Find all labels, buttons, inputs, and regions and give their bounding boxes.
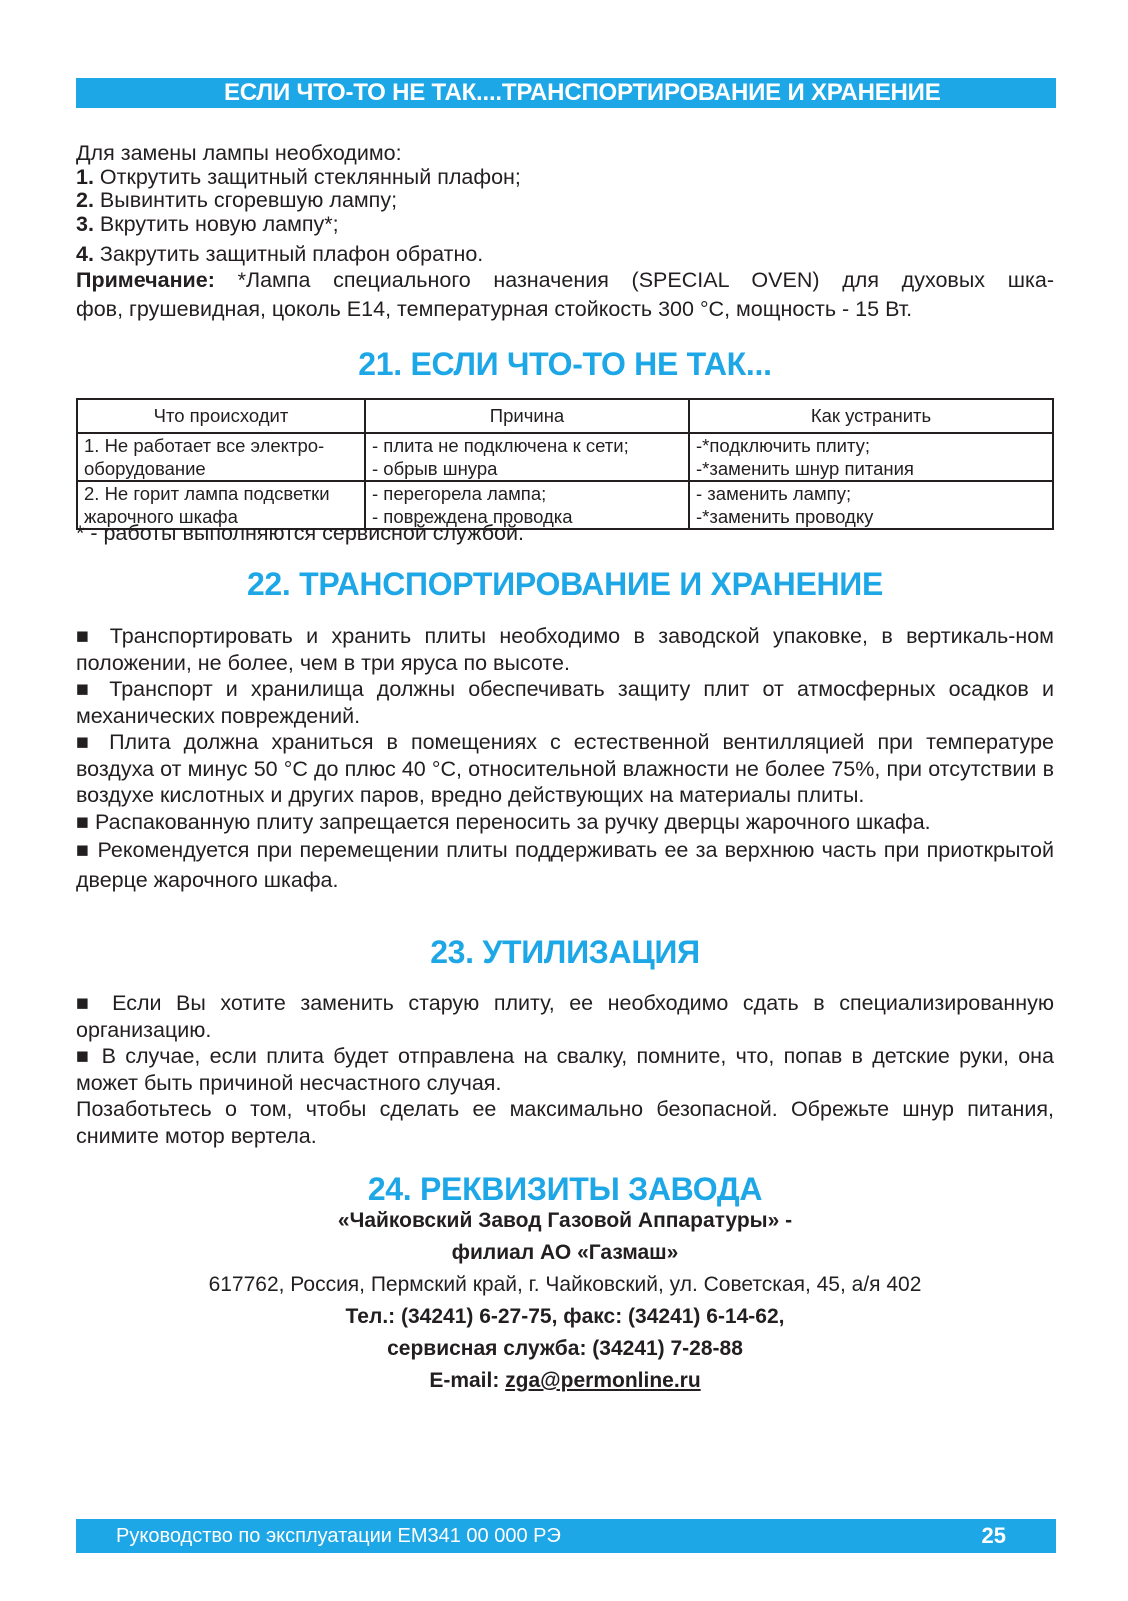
phone: Тел.: (34241) 6-27-75, факс: (34241) 6-14-62, (345, 1305, 785, 1328)
list-item: ■ Если Вы хотите заменить старую плиту, ее необходимо сдать в специализированную организацию. (76, 991, 1054, 1042)
table-cell-problem: 1. Не работает все электро- оборудование (77, 433, 365, 481)
lamp-step: 3. Вкрутить новую лампу*; (76, 211, 339, 236)
table-cell-cause: - перегорела лампа; - повреждена проводка (365, 481, 689, 529)
lamp-step: 2. Вывинтить сгоревшую лампу; (76, 188, 398, 212)
list-item: ■ Распакованную плиту запрещается переносить за ручку дверцы жарочного шкафа. (76, 809, 931, 834)
lamp-note-cont: фов, грушевидная, цоколь Е14, температурная стойкость 300 °С, мощность - 15 Вт. (76, 297, 913, 321)
section-22-title: 22. ТРАНСПОРТИРОВАНИЕ И ХРАНЕНИЕ (246, 566, 884, 602)
manual-title: Руководство по эксплуатации ЕМ341 00 000 РЭ (116, 1525, 561, 1547)
list-item: ■ Транспорт и хранилища должны обеспечивать защиту плит от атмосферных осадков и механических повреждений. (76, 677, 1054, 728)
page-number: 25 (981, 1523, 1006, 1548)
company-name: «Чайковский Завод Газовой Аппаратуры» - (337, 1209, 793, 1232)
section-24-title: 24. РЕКВИЗИТЫ ЗАВОДА (367, 1171, 763, 1207)
header-bar (76, 78, 1056, 108)
footer-bar (76, 1519, 1056, 1553)
section-22-body (76, 623, 1054, 895)
lamp-intro: Для замены лампы необходимо: (76, 141, 402, 165)
email-line: E-mail: zga@permonline.ru (429, 1369, 701, 1392)
table-cell-fix: - заменить лампу; -*заменить проводку (689, 481, 1053, 529)
table-cell-fix: -*подключить плиту; -*заменить шнур питания (689, 433, 1053, 481)
lamp-instructions (76, 140, 1054, 323)
list-item: ■ В случае, если плита будет отправлена на свалку, помните, что, попав в детские руки, она может быть причиной несчастного случая. (76, 1044, 1054, 1095)
table-cell-cause: - плита не подключена к сети; - обрыв шнура (365, 433, 689, 481)
list-item: ■ Рекомендуется при перемещении плиты поддерживать ее за верхнюю часть при приоткрытой дверце жарочного шкафа. (76, 838, 1054, 892)
header-title: ЕСЛИ ЧТО-ТО НЕ ТАК....ТРАНСПОРТИРОВАНИЕ И ХРАНЕНИЕ (224, 79, 941, 106)
list-item: ■ Плита должна храниться в помещениях с естественной вентилляцией при температуре воздуха от минус 50 °С до плюс 40 °С, относительной влажности не более 75%, при отсутствии в воздухе кислотных и других паров, вредно действующих на материалы плиты. (76, 730, 1054, 807)
lamp-step: 4. Закрутить защитный плафон обратно. (76, 242, 484, 266)
table-header: Причина (365, 399, 689, 433)
table-footnote: * - работы выполняются сервисной службой. (76, 521, 524, 545)
factory-details (76, 1205, 1054, 1397)
address: 617762, Россия, Пермский край, г. Чайковский, ул. Советская, 45, а/я 402 (208, 1273, 922, 1296)
table-header: Что происходит (77, 399, 365, 433)
lamp-step: 1. Открутить защитный стеклянный плафон; (76, 164, 521, 189)
troubleshooting-table (76, 398, 1054, 530)
section-23-body (76, 990, 1054, 1149)
table-header: Как устранить (689, 399, 1053, 433)
table-row (77, 433, 1053, 481)
section-23-title: 23. УТИЛИЗАЦИЯ (430, 934, 700, 970)
list-item: ■ Транспортировать и хранить плиты необходимо в заводской упаковке, в вертикаль-ном положении, не более, чем в три яруса по высоте. (76, 624, 1054, 675)
section-21-title: 21. ЕСЛИ ЧТО-ТО НЕ ТАК... (358, 346, 772, 382)
table-cell-problem: 2. Не горит лампа подсветки жарочного шкафа (77, 481, 365, 529)
service-phone: сервисная служба: (34241) 7-28-88 (387, 1337, 743, 1360)
company-branch: филиал АО «Газмаш» (451, 1241, 679, 1264)
lamp-note: Примечание: *Лампа специального назначения (SPECIAL OVEN) для духовых шка- (76, 267, 1054, 292)
email-link[interactable]: zga@permonline.ru (505, 1369, 701, 1392)
table-header-row (77, 399, 1053, 433)
closing-paragraph: Позаботьтесь о том, чтобы сделать ее максимально безопасной. Обрежьте шнур питания, снимите мотор вертела. (76, 1097, 1054, 1148)
